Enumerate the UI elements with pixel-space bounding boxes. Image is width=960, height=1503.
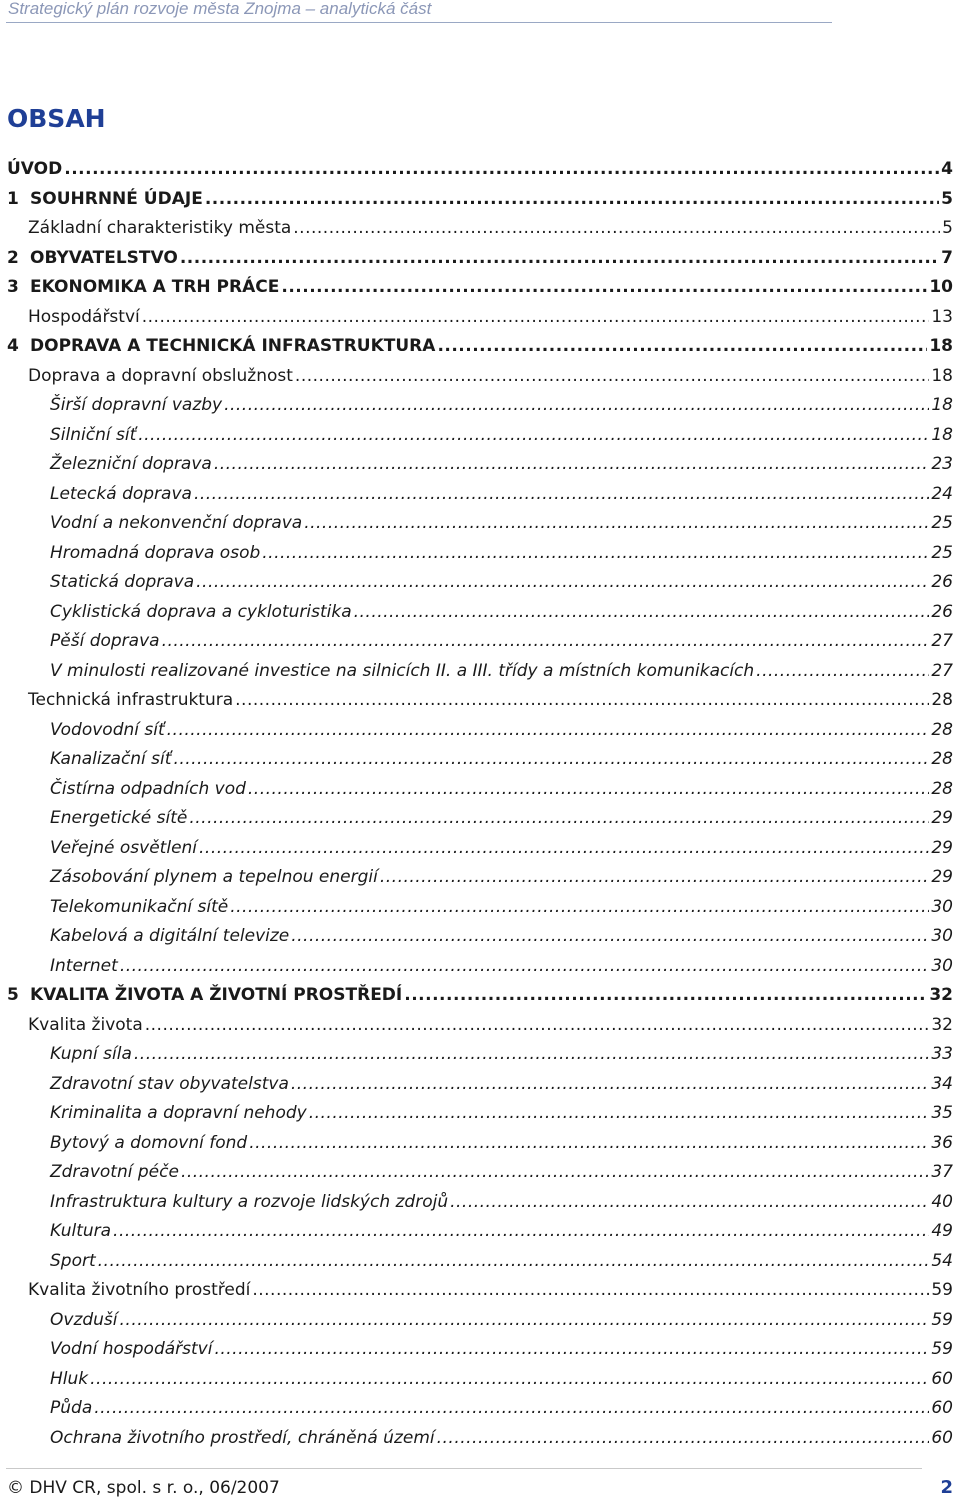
toc-entry-page: 59 — [931, 1280, 953, 1300]
toc-entry[interactable] — [7, 183, 953, 209]
toc-entry[interactable] — [28, 301, 953, 327]
toc-entry-label — [50, 1369, 88, 1389]
toc-entry[interactable] — [50, 1304, 953, 1330]
toc-dot-leader — [113, 1221, 929, 1241]
toc-entry-title: Hospodářství — [28, 306, 140, 327]
toc-dot-leader — [173, 749, 929, 769]
toc-entry-title: Statická doprava — [50, 572, 195, 592]
toc-dot-leader — [138, 425, 929, 445]
toc-entry-title: Sport — [50, 1250, 96, 1271]
toc-dot-leader — [437, 336, 927, 356]
toc-entry-page: 5 — [942, 218, 953, 238]
toc-entry-page: 13 — [931, 306, 953, 327]
toc-entry-label — [50, 513, 302, 533]
toc-entry-page: 32 — [929, 985, 953, 1005]
toc-dot-leader — [262, 543, 929, 563]
toc-entry-title: Kupní síla — [50, 1044, 132, 1064]
toc-dot-leader — [249, 1133, 929, 1153]
toc-entry-page: 28 — [931, 749, 953, 769]
toc-entry[interactable] — [50, 655, 953, 681]
toc-entry-label — [50, 661, 754, 681]
toc-entry[interactable] — [50, 1186, 953, 1212]
toc-entry-label — [50, 1251, 96, 1271]
toc-entry-label — [50, 1162, 179, 1182]
toc-entry[interactable] — [50, 1156, 953, 1182]
toc-entry-page: 60 — [931, 1368, 953, 1389]
toc-entry-page: 32 — [931, 1014, 953, 1035]
toc-entry-label — [7, 248, 178, 268]
toc-entry-page: 34 — [931, 1073, 953, 1094]
toc-entry-page: 24 — [931, 483, 953, 504]
toc-entry-label — [28, 690, 233, 710]
contents-heading: OBSAH — [7, 104, 106, 133]
toc-entry-page: 60 — [931, 1427, 953, 1448]
toc-entry-label — [7, 336, 435, 356]
toc-entry[interactable] — [7, 153, 953, 179]
toc-dot-leader — [145, 1015, 930, 1035]
toc-entry-page: 18 — [931, 424, 953, 445]
toc-entry-label — [50, 720, 165, 740]
toc-entry-title: Zásobování plynem a tepelnou energií — [50, 867, 378, 887]
toc-dot-leader — [181, 1162, 929, 1182]
toc-entry-number: 5 — [7, 985, 19, 1005]
toc-entry-label — [50, 838, 197, 858]
toc-entry[interactable] — [28, 360, 953, 386]
toc-entry[interactable] — [50, 1215, 953, 1241]
toc-entry-label — [50, 484, 192, 504]
toc-entry[interactable] — [50, 596, 953, 622]
toc-entry-label — [50, 425, 136, 445]
toc-entry-page: 18 — [929, 336, 953, 356]
toc-entry-label — [50, 956, 118, 976]
toc-entry-title: Vodovodní síť — [50, 719, 165, 740]
toc-entry-title: ÚVOD — [7, 159, 63, 179]
toc-dot-leader — [291, 1074, 930, 1094]
toc-entry[interactable] — [50, 743, 953, 769]
toc-entry-title: Pěší doprava — [50, 631, 160, 651]
toc-entry-page: 29 — [931, 837, 953, 858]
toc-entry[interactable] — [50, 1363, 953, 1389]
toc-dot-leader — [98, 1251, 930, 1271]
toc-entry-title: Ochrana životního prostředí, chráněná území — [50, 1427, 435, 1448]
toc-dot-leader — [194, 484, 929, 504]
toc-entry-label — [7, 159, 62, 179]
toc-entry-page: 60 — [931, 1398, 953, 1418]
toc-dot-leader — [291, 926, 929, 946]
toc-entry-title: Zdravotní péče — [50, 1162, 179, 1182]
toc-dot-leader — [64, 159, 939, 179]
toc-entry-page: 28 — [931, 719, 953, 740]
toc-dot-leader — [90, 1369, 929, 1389]
toc-entry-page: 40 — [931, 1191, 953, 1212]
toc-entry-title: Kultura — [50, 1221, 112, 1241]
toc-entry-label — [50, 602, 352, 622]
toc-dot-leader — [214, 454, 930, 474]
toc-dot-leader — [450, 1192, 929, 1212]
toc-entry-title: Technická infrastruktura — [28, 690, 234, 710]
toc-entry-page: 7 — [941, 247, 953, 268]
toc-entry[interactable] — [50, 920, 953, 946]
toc-entry[interactable] — [50, 389, 953, 415]
toc-dot-leader — [196, 572, 929, 592]
toc-dot-leader — [180, 248, 939, 268]
toc-entry-page: 59 — [931, 1309, 953, 1330]
toc-entry-page: 27 — [931, 631, 953, 651]
toc-dot-leader — [205, 189, 939, 209]
toc-dot-leader — [293, 218, 940, 238]
footer-page-number: 2 — [940, 1477, 953, 1498]
toc-entry-title: Kvalita života — [28, 1014, 143, 1035]
toc-dot-leader — [437, 1428, 930, 1448]
toc-dot-leader — [230, 897, 929, 917]
footer-divider — [6, 1468, 922, 1469]
toc-dot-leader — [295, 366, 929, 386]
toc-entry-page: 30 — [931, 955, 953, 976]
toc-entry-label — [28, 218, 291, 238]
toc-dot-leader — [404, 985, 927, 1005]
toc-entry[interactable] — [50, 478, 953, 504]
toc-entry-page: 59 — [931, 1339, 953, 1359]
toc-entry-title: V minulosti realizované investice na silnicích II. a III. třídy a místních komunikacích — [50, 660, 755, 681]
toc-entry-label — [50, 572, 194, 592]
toc-entry-page: 18 — [931, 365, 953, 386]
toc-entry[interactable] — [28, 1009, 953, 1035]
toc-dot-leader — [304, 513, 929, 533]
toc-entry-title: Kanalizační síť — [50, 749, 172, 769]
toc-entry-title: Železniční doprava — [50, 454, 212, 474]
toc-entry-page: 28 — [931, 690, 953, 710]
toc-entry[interactable] — [50, 714, 953, 740]
toc-entry-title: Veřejné osvětlení — [50, 837, 198, 858]
toc-entry-label — [50, 454, 212, 474]
toc-entry-label — [50, 1103, 307, 1123]
toc-entry[interactable] — [28, 212, 953, 238]
toc-entry-label — [50, 1074, 289, 1094]
toc-entry-label — [50, 926, 289, 946]
toc-dot-leader — [189, 808, 929, 828]
toc-dot-leader — [248, 779, 929, 799]
toc-entry-title: Bytový a domovní fond — [50, 1132, 248, 1153]
toc-entry-number: 3 — [7, 277, 19, 297]
toc-entry-page: 30 — [931, 926, 953, 946]
toc-entry-title: Telekomunikační sítě — [50, 896, 229, 917]
toc-entry[interactable] — [50, 832, 953, 858]
toc-entry-page: 33 — [931, 1044, 953, 1064]
toc-entry-title: Silniční síť — [50, 424, 137, 445]
toc-entry-label — [50, 897, 228, 917]
toc-entry-title: Kriminalita a dopravní nehody — [50, 1103, 307, 1123]
toc-dot-leader — [120, 956, 930, 976]
toc-entry[interactable] — [7, 242, 953, 268]
toc-entry[interactable] — [50, 1245, 953, 1271]
page-header — [6, 0, 832, 23]
toc-entry[interactable] — [50, 1097, 953, 1123]
toc-entry-page: 54 — [931, 1250, 953, 1271]
toc-dot-leader — [354, 602, 930, 622]
toc-entry-page: 28 — [931, 778, 953, 799]
toc-dot-leader — [199, 838, 929, 858]
toc-dot-leader — [380, 867, 930, 887]
toc-entry-label — [50, 631, 160, 651]
toc-entry-title: DOPRAVA A TECHNICKÁ INFRASTRUKTURA — [30, 336, 436, 356]
toc-entry-title: Zdravotní stav obyvatelstva — [50, 1073, 289, 1094]
toc-entry-title: Letecká doprava — [50, 483, 192, 504]
toc-entry-title: Hluk — [50, 1368, 89, 1389]
toc-dot-leader — [281, 277, 927, 297]
toc-entry[interactable] — [50, 1127, 953, 1153]
toc-entry-page: 4 — [941, 159, 953, 179]
toc-entry[interactable] — [28, 684, 953, 710]
toc-entry-page: 10 — [929, 277, 953, 297]
toc-entry-title: Vodní hospodářství — [50, 1339, 213, 1359]
toc-entry-label — [50, 1428, 435, 1448]
toc-entry-title: Doprava a dopravní obslužnost — [28, 365, 293, 386]
toc-entry-title: SOUHRNNÉ ÚDAJE — [30, 188, 203, 209]
toc-entry[interactable] — [7, 979, 953, 1005]
toc-entry-label — [50, 1133, 247, 1153]
toc-entry-label — [50, 395, 222, 415]
toc-dot-leader — [252, 1280, 929, 1300]
toc-entry-page: 27 — [931, 660, 953, 681]
toc-entry-label — [28, 1015, 143, 1035]
toc-entry-label — [28, 366, 293, 386]
toc-entry-label — [50, 779, 246, 799]
toc-entry[interactable] — [7, 330, 953, 356]
toc-entry-label — [50, 1339, 212, 1359]
toc-entry-title: Vodní a nekonvenční doprava — [50, 513, 303, 533]
toc-entry[interactable] — [50, 419, 953, 445]
toc-entry-label — [7, 985, 402, 1005]
toc-entry-page: 30 — [931, 896, 953, 917]
toc-entry[interactable] — [50, 448, 953, 474]
toc-dot-leader — [134, 1044, 929, 1064]
toc-entry-page: 35 — [931, 1103, 953, 1123]
toc-entry-page: 29 — [931, 867, 953, 887]
toc-entry-page: 26 — [931, 601, 953, 622]
document-title: Strategický plán rozvoje města Znojma – analytická část — [8, 0, 432, 18]
toc-entry-number: 2 — [7, 247, 19, 268]
toc-entry[interactable] — [50, 1068, 953, 1094]
toc-entry-title: Kvalita životního prostředí — [28, 1280, 251, 1300]
toc-entry-label — [50, 867, 378, 887]
toc-entry[interactable] — [50, 891, 953, 917]
toc-entry-label — [50, 808, 187, 828]
toc-dot-leader — [224, 395, 929, 415]
toc-entry-page: 49 — [931, 1221, 953, 1241]
toc-entry-title: Širší dopravní vazby — [50, 395, 223, 415]
toc-entry-label — [7, 277, 279, 297]
toc-entry-label — [50, 1310, 118, 1330]
toc-entry-title: Infrastruktura kultury a rozvoje lidských zdrojů — [50, 1191, 449, 1212]
toc-entry-title: KVALITA ŽIVOTA A ŽIVOTNÍ PROSTŘEDÍ — [30, 985, 403, 1005]
toc-entry[interactable] — [50, 625, 953, 651]
toc-entry[interactable] — [50, 802, 953, 828]
toc-entry-title: OBYVATELSTVO — [30, 247, 178, 268]
toc-entry-label — [50, 543, 260, 563]
toc-entry[interactable] — [7, 271, 953, 297]
toc-dot-leader — [167, 720, 930, 740]
toc-dot-leader — [94, 1398, 929, 1418]
toc-entry-title: Ovzduší — [50, 1309, 118, 1330]
toc-entry[interactable] — [50, 1422, 953, 1448]
toc-dot-leader — [309, 1103, 930, 1123]
toc-entry[interactable] — [28, 1274, 953, 1300]
toc-entry-page: 36 — [931, 1132, 953, 1153]
toc-entry-label — [50, 1192, 448, 1212]
toc-entry-title: Cyklistická doprava a cykloturistika — [50, 601, 352, 622]
toc-entry[interactable] — [50, 507, 953, 533]
toc-dot-leader — [142, 307, 930, 327]
toc-entry-label — [50, 1398, 92, 1418]
toc-entry[interactable] — [50, 1392, 953, 1418]
toc-entry-title: Hromadná doprava osob — [50, 542, 261, 563]
toc-dot-leader — [235, 690, 929, 710]
toc-entry[interactable] — [50, 1038, 953, 1064]
toc-dot-leader — [120, 1310, 930, 1330]
toc-entry-page: 25 — [931, 542, 953, 563]
toc-entry-label — [50, 1044, 132, 1064]
toc-entry-number: 4 — [7, 336, 19, 356]
toc-entry-label — [28, 1280, 250, 1300]
toc-entry-label — [7, 189, 203, 209]
toc-entry-title: EKONOMIKA A TRH PRÁCE — [30, 277, 280, 297]
toc-entry-label — [28, 307, 140, 327]
toc-entry-label — [50, 1221, 111, 1241]
toc-entry[interactable] — [50, 861, 953, 887]
toc-entry-page: 25 — [931, 513, 953, 533]
toc-entry-title: Půda — [50, 1398, 93, 1418]
toc-entry[interactable] — [50, 773, 953, 799]
toc-entry-label — [50, 749, 171, 769]
toc-entry-page: 29 — [931, 808, 953, 828]
toc-entry-page: 18 — [931, 395, 953, 415]
toc-entry[interactable] — [50, 950, 953, 976]
footer-copyright: © DHV CR, spol. s r. o., 06/2007 — [7, 1478, 280, 1498]
toc-entry-title: Čistírna odpadních vod — [50, 778, 246, 799]
toc-dot-leader — [756, 661, 929, 681]
toc-entry-page: 23 — [931, 454, 953, 474]
toc-entry-title: Základní charakteristiky města — [28, 218, 292, 238]
toc-entry[interactable] — [50, 537, 953, 563]
toc-dot-leader — [214, 1339, 929, 1359]
toc-entry[interactable] — [50, 1333, 953, 1359]
toc-entry-title: Internet — [50, 955, 118, 976]
toc-entry-title: Kabelová a digitální televize — [50, 926, 290, 946]
toc-entry-page: 26 — [931, 572, 953, 592]
toc-entry-page: 5 — [941, 188, 953, 209]
toc-entry-number: 1 — [7, 188, 19, 209]
toc-entry-page: 37 — [931, 1162, 953, 1182]
toc-entry[interactable] — [50, 566, 953, 592]
toc-dot-leader — [162, 631, 930, 651]
toc-entry-title: Energetické sítě — [50, 808, 188, 828]
